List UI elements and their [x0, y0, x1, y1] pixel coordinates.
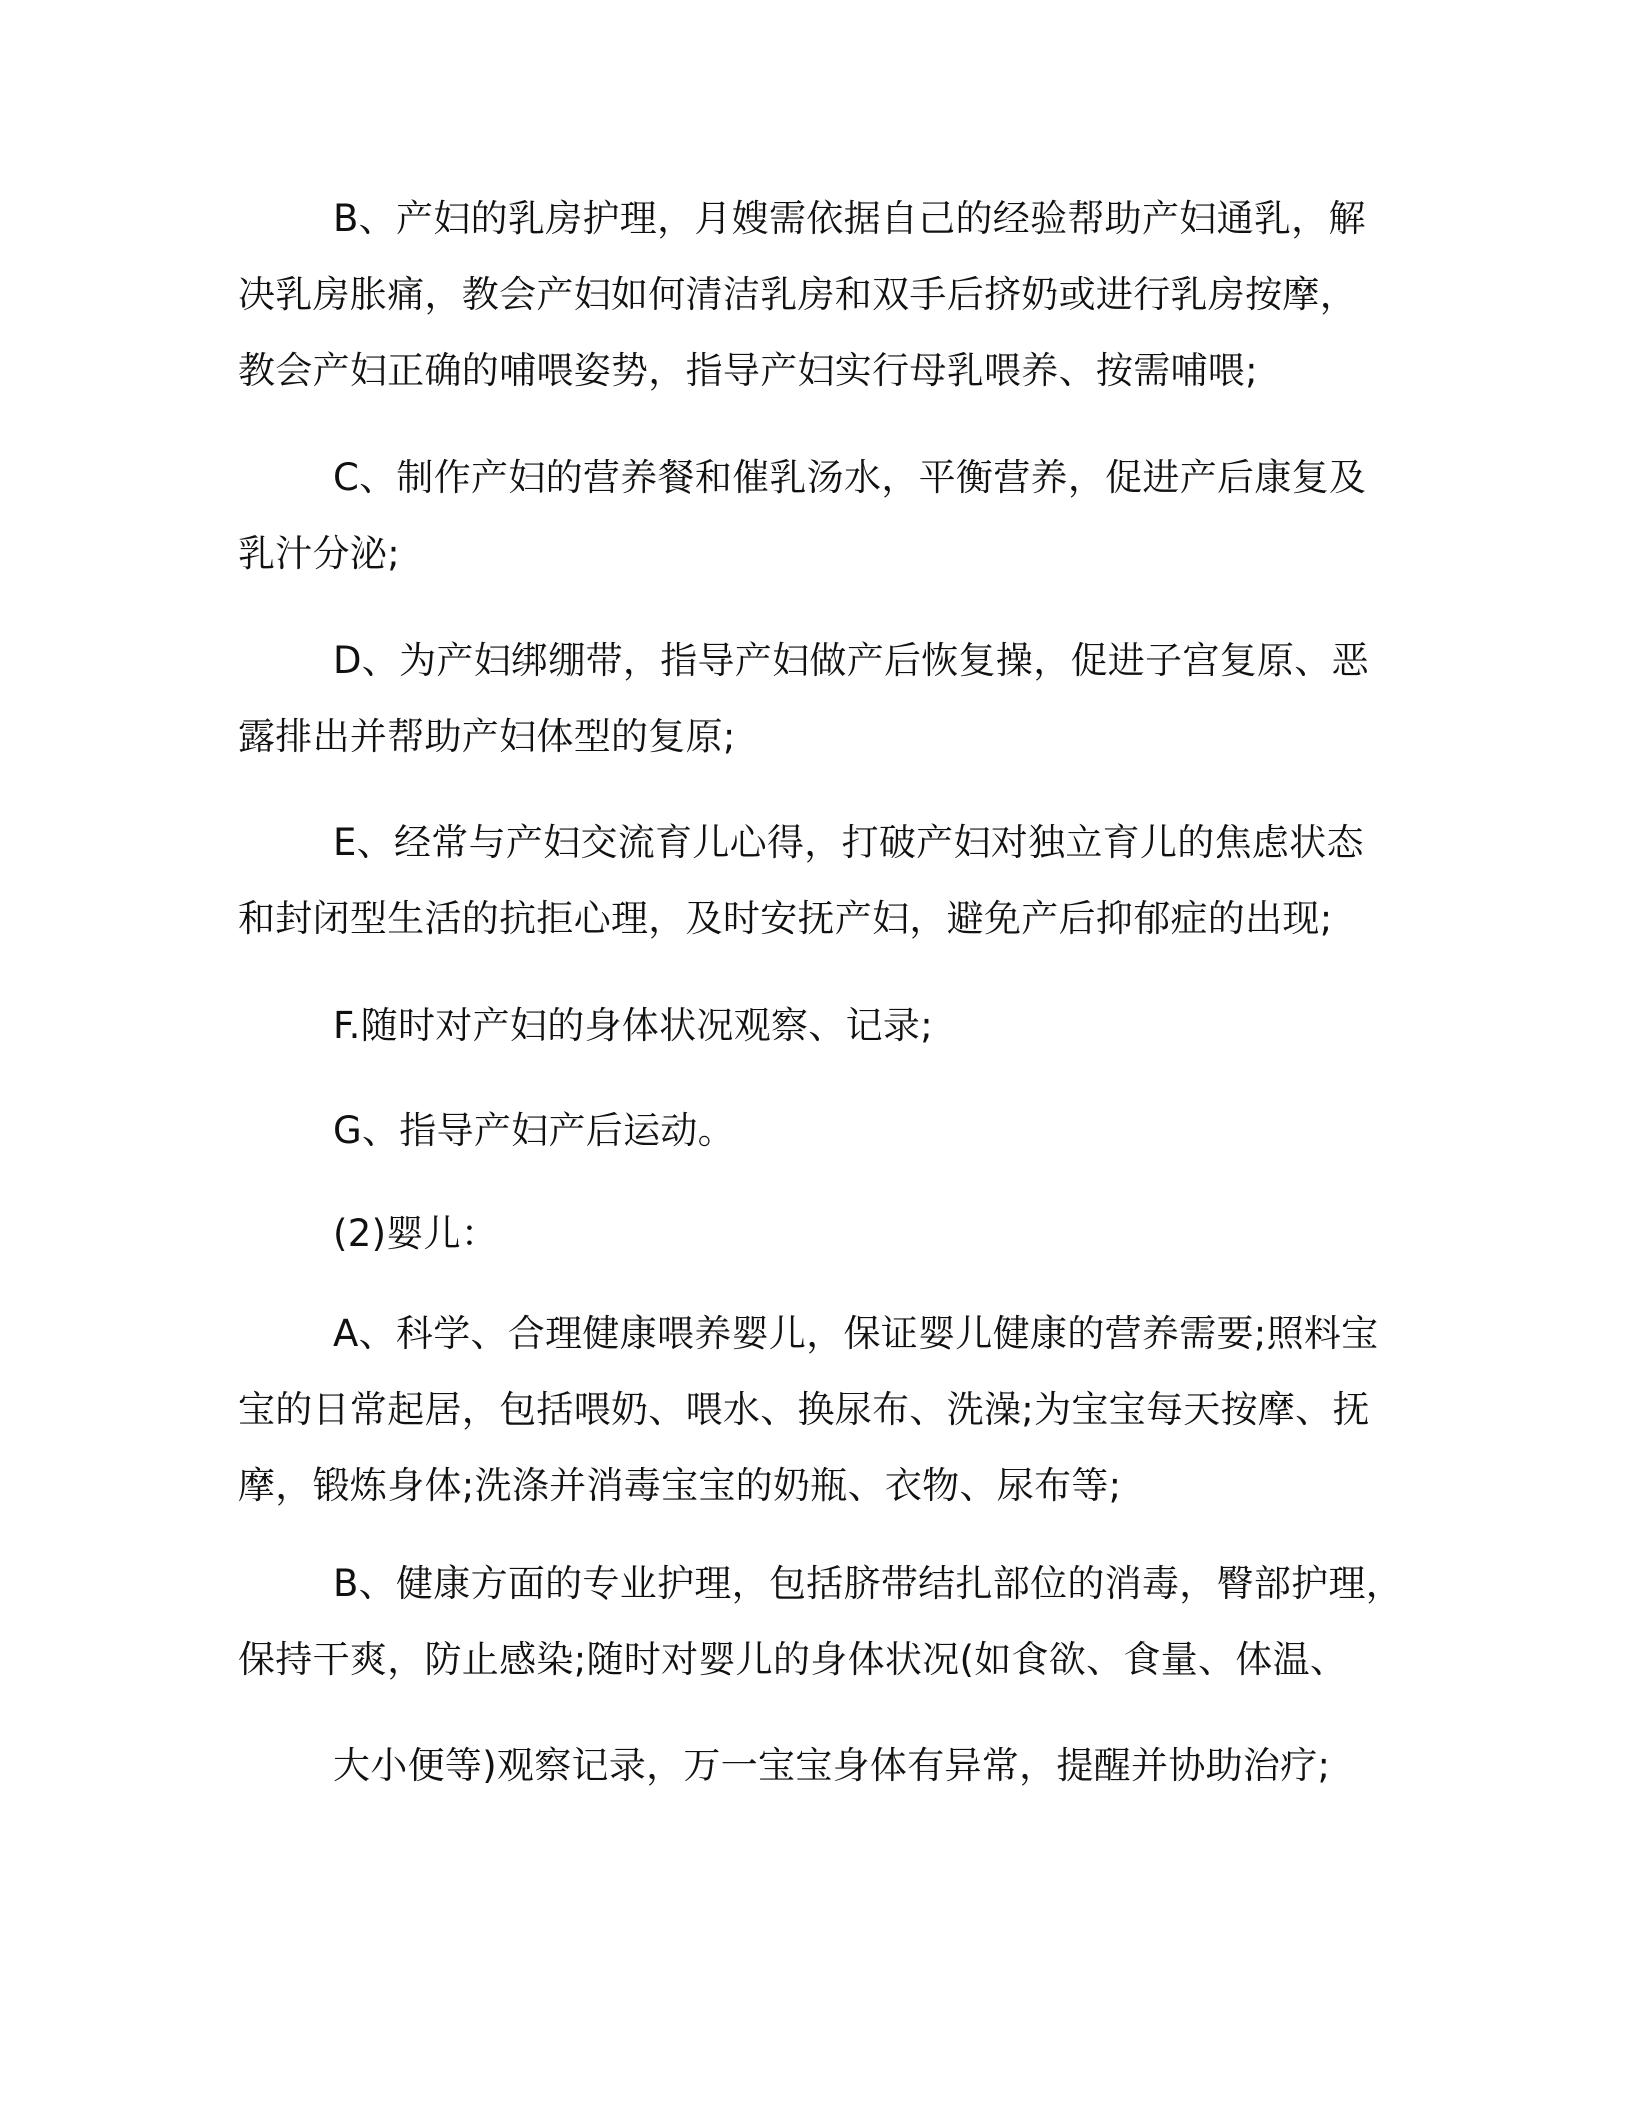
paragraph-maternal-d	[238, 623, 1378, 775]
text-line: 大小便等)观察记录，万一宝宝身体有异常，提醒并协助治疗;	[333, 1744, 1331, 1787]
paragraph-infant-b	[238, 1546, 1404, 1698]
paragraph-maternal-c	[238, 440, 1378, 592]
paragraph-infant-a	[238, 1296, 1378, 1524]
text-line: E、经常与产妇交流育儿心得，打破产妇对独立育儿的焦虑状态	[333, 821, 1364, 864]
paragraph-maternal-b	[238, 181, 1378, 409]
text-line: D、为产妇绑绷带，指导产妇做产后恢复操，促进子宫复原、恶	[333, 639, 1369, 682]
text-line: 乳汁分泌;	[238, 532, 400, 575]
text-line: 教会产妇正确的哺喂姿势，指导产妇实行母乳喂养、按需哺喂;	[238, 349, 1258, 392]
text-line: F.随时对产妇的身体状况观察、记录;	[333, 1004, 933, 1047]
text-line: G、指导产妇产后运动。	[333, 1109, 735, 1152]
paragraph-maternal-f	[238, 988, 1378, 1064]
text-line: 和封闭型生活的抗拒心理，及时安抚产妇，避免产后抑郁症的出现;	[238, 897, 1333, 940]
text-line: 露排出并帮助产妇体型的复原;	[238, 715, 736, 758]
text-line: 保持干爽，防止感染;随时对婴儿的身体状况(如食欲、食量、体温、	[238, 1638, 1348, 1681]
paragraph-maternal-g	[238, 1093, 1378, 1169]
text-line: B、产妇的乳房护理，月嫂需依据自己的经验帮助产妇通乳，解	[333, 197, 1366, 240]
text-line: C、制作产妇的营养餐和催乳汤水，平衡营养，促进产后康复及	[333, 456, 1367, 499]
text-line: 宝的日常起居，包括喂奶、喂水、换尿布、洗澡;为宝宝每天按摩、抚	[238, 1388, 1370, 1431]
text-line: B、健康方面的专业护理，包括脐带结扎部位的消毒，臀部护理，	[333, 1562, 1404, 1605]
paragraph-infant-b-continued	[238, 1728, 1378, 1804]
text-line: 摩，锻炼身体;洗涤并消毒宝宝的奶瓶、衣物、尿布等;	[238, 1464, 1122, 1507]
paragraph-maternal-e	[238, 805, 1378, 957]
text-line: A、科学、合理健康喂养婴儿，保证婴儿健康的营养需要;照料宝	[333, 1312, 1379, 1355]
section-heading-infant	[238, 1196, 1378, 1272]
text-line: 决乳房胀痛，教会产妇如何清洁乳房和双手后挤奶或进行乳房按摩，	[238, 273, 1357, 316]
text-line: (2)婴儿：	[333, 1212, 499, 1255]
